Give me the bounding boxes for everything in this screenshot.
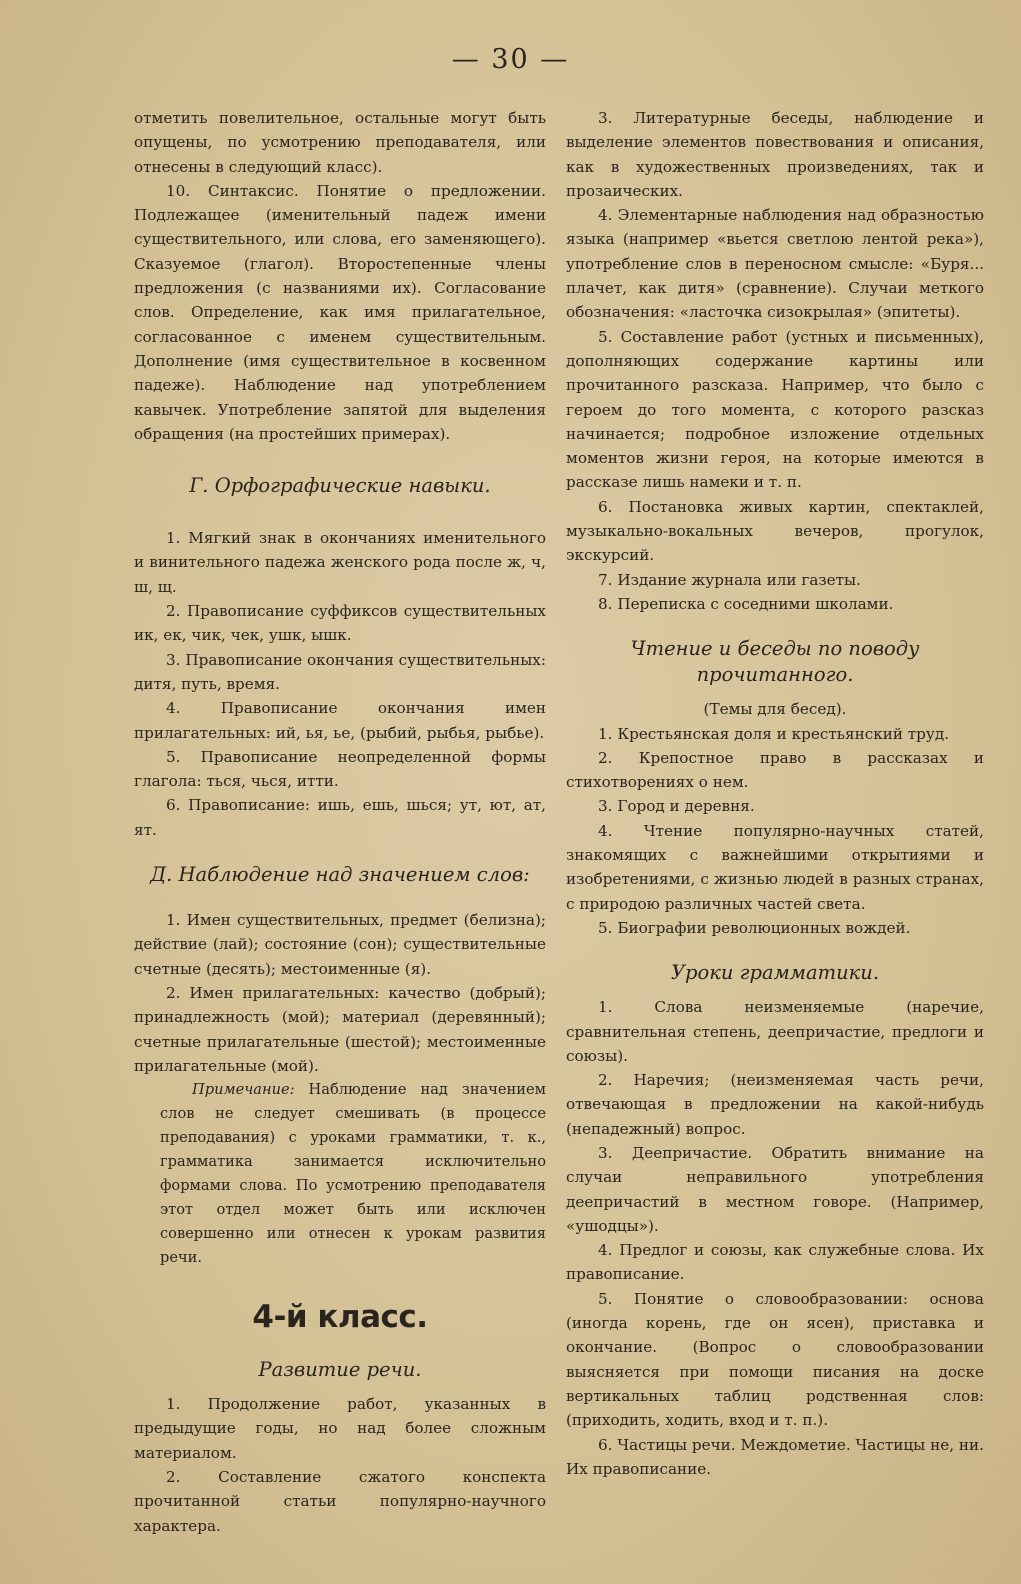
list-item: 7. Издание журнала или газеты. <box>598 570 861 589</box>
list-item: 6. Правописание: ишь, ешь, шься; ут, ют, ат, ят. <box>134 796 546 839</box>
note-text: Наблюдение над значением слов не следует смешивать (в процессе преподавания) с уроками грамматики, т. к., грамматика занимается исключительно формами слова. По усмотрению преподавателя этот отдел может быть или исключен совершенно или отнесен к урокам развития речи. <box>160 1081 546 1267</box>
paragraph-intro: отметить повелительное, остальные могут быть опущены, по усмотрению преподавателя, или отнесены в следующий класс). <box>134 109 546 176</box>
section-heading-speech: Развитие речи. <box>258 1358 422 1382</box>
list-item: 8. Переписка с соседними школами. <box>598 594 894 613</box>
list-item: 1. Продолжение работ, указанных в предыдущие годы, но над более сложным материалом. <box>134 1395 546 1462</box>
note-label: Примечание: <box>192 1081 295 1099</box>
list-item: 3. Литературные беседы, наблюдение и выделение элементов повествования и описания, как в художественных произведениях, так и прозаических. <box>566 109 984 200</box>
list-item: 4. Предлог и союзы, как служебные слова. Их правописание. <box>566 1241 984 1284</box>
list-item: 3. Город и деревня. <box>598 797 755 816</box>
paragraph-syntax: 10. Синтаксис. Понятие о предложении. Подлежащее (именительный падеж имени существительного, или слова, его заменяющего). Сказуемое (глагол). Второстепенные члены предложения (с названиями их). Согласование слов. Определение, как имя прилагательное, согласованное с именем существительным. Дополнение (имя существительное в косвенном падеже). Наблюдение над употреблением кавычек. Употребление запятой для выделения обращения (на простейших примерах). <box>134 181 546 443</box>
list-item: 5. Составление работ (устных и письменных), дополняющих содержание картины или прочитанного разсказа. Например, что было с героем до того момента, с которого разсказ начинается; подробное изложение отдельных моментов жизни героя, на которые имеются в рассказе лишь намеки и т. п. <box>566 327 984 492</box>
list-item: 5. Биографии революционных вождей. <box>598 918 911 937</box>
list-item: 1. Мягкий знак в окончаниях именительного и винительного падежа женского рода после ж, ч, ш, щ. <box>134 529 546 596</box>
section-heading-reading: Чтение и беседы по поводу прочитанного. <box>630 637 920 687</box>
list-item: 4. Чтение популярно-научных статей, знакомящих с важнейшими открытиями и изобретениями, с жизнью людей в разных странах, с природою различных частей света. <box>566 821 984 913</box>
section-heading-word-meaning: Д. Наблюдение над значением слов: <box>150 863 530 887</box>
list-item: 3. Деепричастие. Обратить внимание на случаи неправильного употребления деепричастий в местном говоре. (Например, «ушодцы»). <box>566 1143 984 1235</box>
right-column <box>566 106 984 1481</box>
list-item: 4. Правописание окончания имен прилагательных: ий, ья, ье, (рыбий, рыбья, рыбье). <box>134 699 546 742</box>
list-item: 4. Элементарные наблюдения над образностью языка (например «вьется светлою лентой река»), употребление слов в переносном смысле: «Буря... плачет, как дитя» (сравнение). Случаи меткого обозначения: «ласточка сизокрылая» (эпитеты). <box>566 206 984 322</box>
section-heading-orthography: Г. Орфографические навыки. <box>189 474 491 498</box>
list-item: 2. Имен прилагательных: качество (добрый); принадлежность (мой); материал (деревянный); счетные прилагательные (шестой); местоименные прилагательные (мой). <box>134 983 546 1075</box>
list-item: 3. Правописание окончания существительных: дитя, путь, время. <box>134 650 546 693</box>
page-number: — 30 — <box>451 44 570 75</box>
list-item: 1. Имен существительных, предмет (белизна); действие (лай); состояние (сон); существительные счетные (десять); местоименные (я). <box>134 911 546 978</box>
note <box>160 1078 546 1270</box>
list-item: 2. Составление сжатого конспекта прочитанной статьи популярно-научного характера. <box>134 1467 546 1535</box>
left-column <box>134 106 546 1538</box>
list-item: 1. Крестьянская доля и крестьянский труд. <box>598 724 950 743</box>
list-item: 2. Правописание суффиксов существительных ик, ек, чик, чек, ушк, ышк. <box>134 602 546 645</box>
section-subheading-topics: (Темы для бесед). <box>703 700 847 719</box>
list-item: 5. Правописание неопределенной формы глагола: ться, чься, итти. <box>134 747 546 791</box>
list-item: 6. Постановка живых картин, спектаклей, музыкально-вокальных вечеров, прогулок, экскурсий. <box>566 497 984 565</box>
list-item: 1. Слова неизменяемые (наречие, сравнительная степень, деепричастие, предлоги и союзы). <box>566 998 984 1065</box>
list-item: 2. Крепостное право в рассказах и стихотворениях о нем. <box>566 748 984 792</box>
section-heading-grammar: Уроки грамматики. <box>670 961 880 985</box>
class-heading: 4-й класс. <box>252 1299 428 1336</box>
list-item: 6. Частицы речи. Междометие. Частицы не, ни. Их правописание. <box>566 1435 984 1478</box>
list-item: 2. Наречия; (неизменяемая часть речи, отвечающая в предложении на какой-нибудь (непадежный) вопрос. <box>566 1071 984 1138</box>
list-item: 5. Понятие о словообразовании: основа (иногда корень, где он ясен), приставка и окончание. (Вопрос о словообразовании выясняется при помощи писания на доске вертикальных таблиц родственная слов: (приходить, ходить, вход и т. п.). <box>566 1289 984 1430</box>
